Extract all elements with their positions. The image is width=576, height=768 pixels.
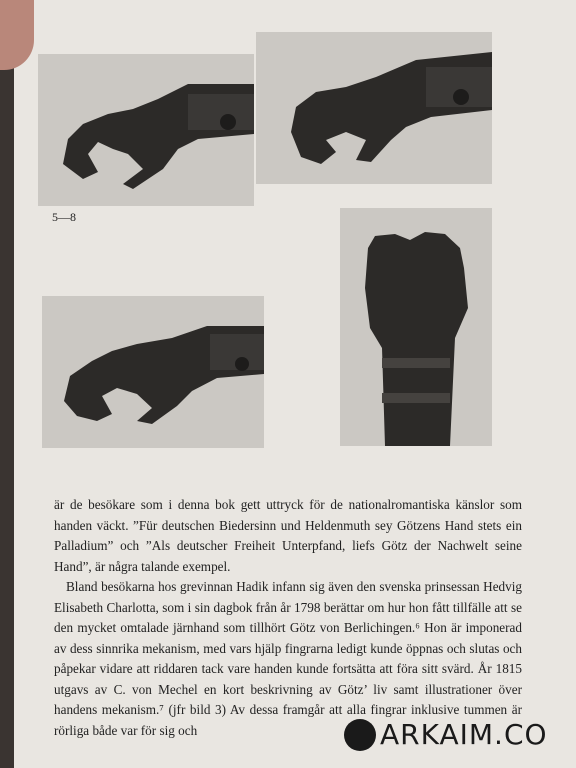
photo-hand-half-closed [256,32,492,184]
paragraph: Bland besökarna hos grevinnan Hadik infann sig även den svenska prinsessan Hedvig Elisabeth Charlotta, som i sin dagbok från år 1798 berättar om hur hon fått tillfälle att se den mycket omtalade järnhand som tillhört Götz von Berlichingen.⁶ Hon är imponerad av dess sinnrika mekanism, med vars hjälp fingrarna ledigt kunde öppnas och slutas och påpekar vidare att riddaren tack vare handen kunde fortsätta att föra sitt svärd. År 1815 utgavs av C. von Mechel en kort beskrivning av Götz’ liv samt illustrationer över handens mekanism.⁷ (jfr bild 3) Av dessa framgår att alla fingrar inklusive tummen är rörliga både var för sig och [54,579,522,738]
watermark-text: ARKAIM.CO [380,718,548,751]
iron-hand-open-drawing [38,54,254,206]
iron-hand-half-closed-drawing [256,32,492,184]
iron-hand-side-drawing [42,296,264,448]
paragraph: är de besökare som i denna bok gett uttryck för de nationalromantiska känslor som handen väckt. ”Für deutschen Biedersinn und Heldenmuth sey Götzens Hand stets ein Palladium” och ”Als deutscher Freiheit Unterpfand, liefs Götz der Nachwelt seine Hand”, är några talande exempel. [54,497,522,574]
body-text [54,495,522,741]
iron-hand-fist-drawing [340,208,492,446]
watermark [344,718,548,751]
photo-hand-fist [340,208,492,446]
photo-hand-side [42,296,264,448]
watermark-logo-icon [344,719,376,751]
figure-label: 5—8 [52,210,76,224]
book-page [14,0,576,768]
photo-hand-open [38,54,254,206]
